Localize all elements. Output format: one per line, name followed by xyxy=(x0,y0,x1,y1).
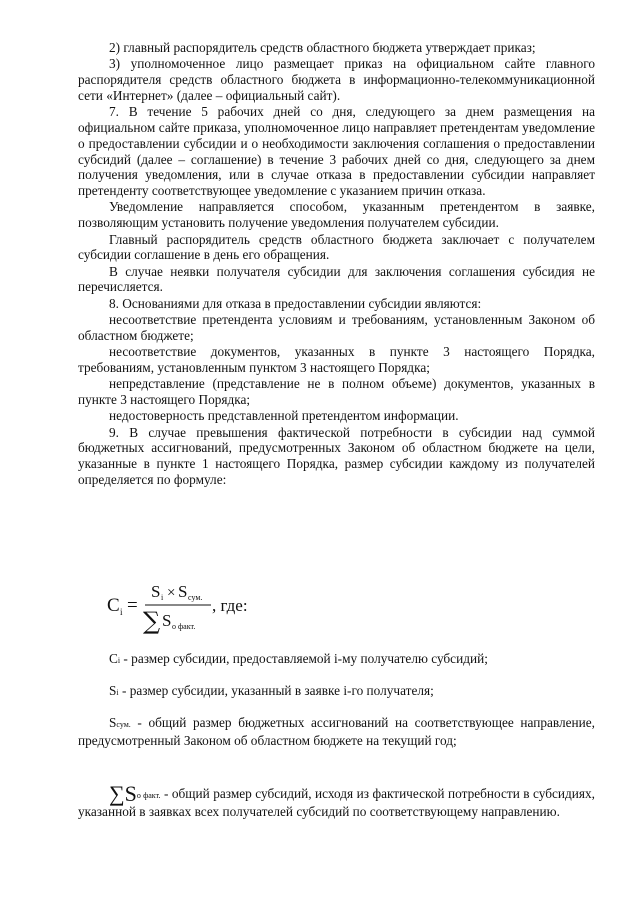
def-ssum-sub: сум. xyxy=(116,720,131,729)
formula-num-a: S xyxy=(151,582,161,601)
formula-den-sub: о факт. xyxy=(172,622,196,631)
formula-num-b-sub: сум. xyxy=(188,593,203,602)
refusal-reason-4: недостоверность представленной претендентом информации. xyxy=(109,408,459,424)
formula-graphic xyxy=(107,578,367,634)
formula-lhs-sub: i xyxy=(120,607,123,617)
def-ssum-text: - общий размер бюджетных ассигнований на соответствующее направление, предусмотренный Законом об областном бюджете на текущий год; xyxy=(78,715,595,748)
formula-num-b: S xyxy=(178,582,188,601)
paragraph-7: 7. В течение 5 рабочих дней со дня, следующего за днем размещения на официальном сайте приказа, уполномоченное лицо направляет претендентам уведомление о предоставлении субсидии и о необходимости заключения соглашения о предоставлении субсидий (далее – соглашение) в течение 3 рабочих дней со дня, следующего за днем получения уведомления, или в случае отказа в предоставлении субсидии направляет претенденту соответствующее уведомление с указанием причин отказа. xyxy=(78,104,595,199)
def-ci-sub: i xyxy=(117,656,121,665)
formula-sum-sign: ∑ xyxy=(143,607,161,634)
def-sfact-text: - общий размер субсидий, исходя из фактической потребности в субсидиях, указанной в заявках всех получателей субсидий по соответствующему направлению. xyxy=(78,786,595,819)
def-si-text: - размер субсидии, указанный в заявке i-го получателя; xyxy=(118,683,434,698)
paragraph-notice-method: Уведомление направляется способом, указанным претендентом в заявке, позволяющим установить получение уведомления получателем субсидии. xyxy=(78,199,595,231)
paragraph-agreement: Главный распорядитель средств областного бюджета заключает с получателем субсидии соглашение в день его обращения. xyxy=(78,231,595,263)
refusal-reason-1: несоответствие претендента условиям и требованиям, установленным Законом об областном бюджете; xyxy=(78,312,595,343)
definition-ssum xyxy=(78,715,595,749)
formula-times: × xyxy=(167,585,176,601)
paragraph-9: 9. В случае превышения фактической потребности в субсидии над суммой бюджетных ассигнований, предусмотренных Законом об областном бюджете на цели, указанные в пункте 1 настоящего Порядка, размер субсидии каждому из получателей определяется по формуле: xyxy=(78,424,595,488)
formula-equals: = xyxy=(127,595,138,616)
refusal-reason-2: несоответствие документов, указанных в пункте 3 настоящего Порядка, требованиям, установленным пунктом 3 настоящего Порядка; xyxy=(78,344,595,375)
definition-ci xyxy=(78,651,595,669)
def-si-symbol: S xyxy=(109,683,117,698)
formula-den: S xyxy=(162,611,172,630)
formula-lhs: C xyxy=(107,595,120,616)
subsidy-formula xyxy=(107,578,367,634)
paragraph-3: 3) уполномоченное лицо размещает приказ на официальном сайте главного распорядителя средств областного бюджета в информационно-телекоммуникационной сети «Интернет» (далее – официальный сайт). xyxy=(78,56,595,103)
formula-num-a-sub: i xyxy=(161,593,164,602)
paragraph-8: 8. Основаниями для отказа в предоставлении субсидии являются: xyxy=(109,295,482,311)
def-sfact-sub: о факт. xyxy=(136,791,161,800)
def-ci-symbol: C xyxy=(109,651,118,666)
formula-tail: , где: xyxy=(212,596,248,615)
definition-si xyxy=(78,683,595,701)
paragraph-no-show: В случае неявки получателя субсидии для заключения соглашения субсидия не перечисляется. xyxy=(78,263,595,295)
def-ssum-symbol: S xyxy=(109,715,117,730)
definition-sfact xyxy=(78,781,595,820)
paragraph-2: 2) главный распорядитель средств областного бюджета утверждает приказ; xyxy=(109,40,536,55)
def-ci-text: - размер субсидии, предоставляемой i-му получателю субсидий; xyxy=(120,651,488,666)
refusal-reason-3: непредставление (представление не в полном объеме) документов, указанных в пункте 3 настоящего Порядка; xyxy=(78,376,595,408)
def-sfact-symbol: ∑S xyxy=(109,781,137,806)
def-si-sub: i xyxy=(116,688,119,697)
document-body xyxy=(78,40,595,488)
